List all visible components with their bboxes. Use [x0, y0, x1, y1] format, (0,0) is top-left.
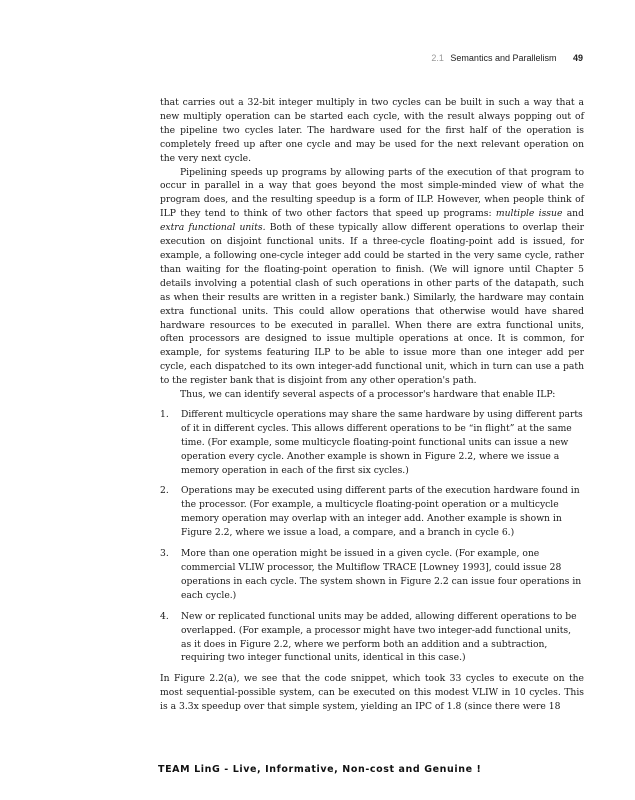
- list-item: [160, 408, 584, 478]
- paragraph-figure-discussion: In Figure 2.2(a), we see that the code snippet, which took 33 cycles to execute on the most sequential-possible system, can be executed on this modest VLIW in 10 cycles. This is a 3.3x speedup over that simple system, yielding an IPC of 1.8 (since there were 18: [160, 673, 584, 713]
- paragraph-aspects-intro: Thus, we can identify several aspects of a processor's hardware that enable ILP:: [180, 389, 556, 401]
- list-text: Operations may be executed using different parts of the execution hardware found in the processor. (For example, a multicycle floating-point operation or a multicycle memory operation may overlap with an integer add. Another example is shown in Figure 2.2, where we issue a load, a compare, and a branch in cycle 6.): [181, 485, 580, 539]
- paragraph-text: and: [562, 208, 584, 220]
- paragraph-text: Both of these typically allow different operations to overlap their execution on disjoint functional units. If a three-cycle floating-point add is issued, for example, a following one-cycle integer add could be started in the very same cycle, rather than waiting for the floating-point operation to finish. (We will ignore until Chapter 5 details involving a potential clash of such operations in other parts of the datapath, such as when their results are written in a register bank.) Similarly, the hardware may contain extra functional units. This could allow operations that otherwise would have shared hardware resources to be executed in parallel. When there are extra functional units, often processors are designed to issue multiple operations at once. It is common, for example, for systems featuring ILP to be able to issue more than one integer add per cycle, each dispatched to its own integer-add functional unit, which in turn can use a path to the register bank that is disjoint from any other operation's path.: [160, 222, 584, 387]
- running-header: [431, 53, 583, 63]
- list-number: 2.: [160, 485, 169, 497]
- list-text: Different multicycle operations may share the same hardware by using different parts of it in different cycles. This allows different operations to be “in flight” at the same time. (For example, some multicycle floating-point functional units can issue a new operation every cycle. Another example is shown in Figure 2.2, where we issue a memory operation in each of the first six cycles.): [181, 408, 583, 476]
- list-text: More than one operation might be issued in a given cycle. (For example, one commercial VLIW processor, the Multiflow TRACE [Lowney 1993], could issue 28 operations in each cycle. The system shown in Figure 2.2 can issue four operations in each cycle.): [181, 548, 582, 601]
- page-number: 49: [572, 53, 583, 63]
- paragraph-continued: that carries out a 32-bit integer multiply in two cycles can be built in such a way that a new multiply operation can be started each cycle, with the result always popping out of the pipeline two cycles later. The hardware used for the first half of the operation is completely freed up after one cycle and may be used for the next relevant operation on the very next cycle.: [160, 97, 584, 164]
- list-text: New or replicated functional units may be added, allowing different operations to be overlapped. (For example, a processor might have two integer-add functional units, as it does in Figure 2.2, where we perform both an addition and a subtraction, requiring two integer functional units, identical in this case.): [181, 610, 577, 664]
- list-number: 4.: [160, 610, 169, 622]
- list-item: [160, 547, 584, 603]
- list-item: [160, 484, 584, 540]
- footer-banner: TEAM LinG - Live, Informative, Non-cost and Genuine !: [158, 764, 482, 775]
- section-number: 2.1: [431, 53, 444, 63]
- list-item: [160, 610, 584, 666]
- list-number: 1.: [160, 408, 169, 420]
- list-number: 3.: [160, 548, 169, 560]
- paragraph-text: Pipelining speeds up programs by allowing parts of the execution of that program to occur in parallel in a way that goes beyond the most simple-minded view of what the program does, and the resulting speedup is a form of ILP. However, when people think of ILP they tend to think of two other factors that speed up programs:: [160, 166, 584, 220]
- aspects-list: [160, 408, 584, 665]
- body-text: [160, 96, 584, 714]
- section-title: Semantics and Parallelism: [450, 53, 557, 63]
- paragraph-pipelining: [160, 166, 584, 389]
- term-multiple-issue: multiple issue: [495, 208, 563, 220]
- term-extra-functional-units: extra functional units.: [160, 222, 266, 234]
